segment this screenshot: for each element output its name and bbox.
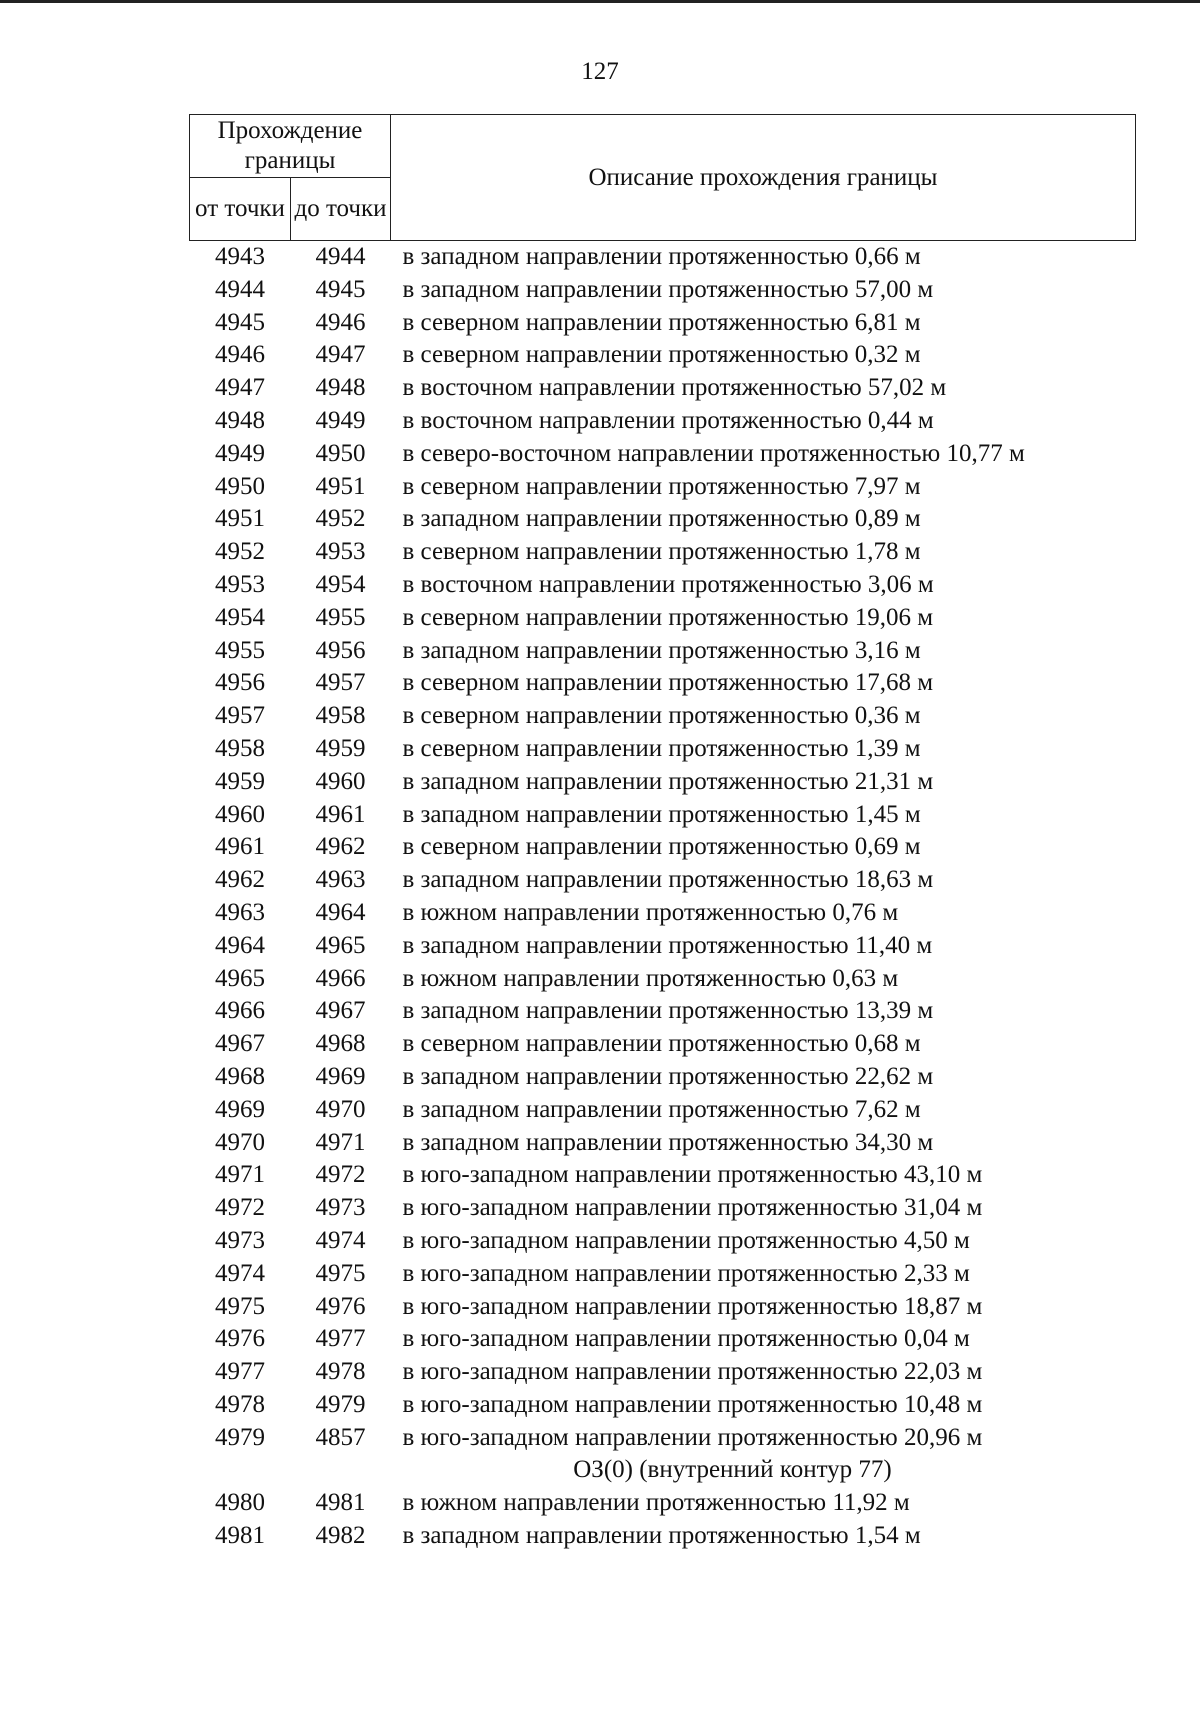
- from-point-cell: 4958: [215, 734, 265, 762]
- description-cell: в северном направлении протяженностью 1,39 м: [402, 734, 921, 762]
- table-row: [190, 963, 1136, 996]
- table-row: [190, 241, 1136, 274]
- to-point-cell: 4949: [315, 406, 366, 434]
- from-point-cell: 4970: [215, 1128, 265, 1156]
- table-row: [190, 339, 1136, 372]
- to-point-cell: 4969: [315, 1062, 366, 1090]
- description-cell: в западном направлении протяженностью 57,00 м: [402, 275, 934, 303]
- description-cell: в западном направлении протяженностью 1,54 м: [402, 1522, 921, 1550]
- from-point-cell: 4954: [215, 603, 265, 631]
- description-cell: в юго-западном направлении протяженностью 0,04 м: [402, 1325, 970, 1353]
- description-cell: в юго-западном направлении протяженностью 20,96 м: [402, 1423, 983, 1451]
- page-number: 127: [581, 58, 619, 85]
- description-cell: в западном направлении протяженностью 13,39 м: [402, 997, 934, 1025]
- description-cell: в юго-западном направлении протяженностью 31,04 м: [402, 1194, 983, 1222]
- to-point-cell: 4975: [315, 1259, 366, 1287]
- description-cell: в северном направлении протяженностью 0,36 м: [402, 702, 921, 730]
- to-point-cell: 4946: [315, 308, 366, 336]
- description-cell: в юго-западном направлении протяженностью 4,50 м: [402, 1226, 970, 1254]
- from-point-cell: 4946: [215, 341, 265, 369]
- description-cell: в юго-западном направлении протяженностью 10,48 м: [402, 1390, 983, 1418]
- table-row: [190, 307, 1136, 340]
- description-cell: в южном направлении протяженностью 0,63 м: [402, 964, 899, 992]
- page-top-edge: [0, 0, 1200, 3]
- table-row: [190, 1028, 1136, 1061]
- table-row: [190, 1422, 1136, 1455]
- from-point-cell: 4971: [215, 1161, 265, 1189]
- description-cell: в северном направлении протяженностью 19,06 м: [402, 603, 934, 631]
- from-point-cell: 4969: [215, 1095, 265, 1123]
- description-cell: в северном направлении протяженностью 17,68 м: [402, 669, 934, 697]
- table-row: [190, 1520, 1136, 1553]
- from-point-cell: 4951: [215, 505, 265, 533]
- from-point-cell: 4962: [215, 866, 265, 894]
- to-point-cell: 4959: [315, 734, 366, 762]
- to-point-cell: 4857: [315, 1423, 366, 1451]
- description-cell: в западном направлении протяженностью 22,62 м: [402, 1062, 934, 1090]
- description-cell: в восточном направлении протяженностью 0,44 м: [402, 406, 934, 434]
- from-point-cell: 4977: [215, 1358, 265, 1386]
- to-point-cell: 4963: [315, 866, 366, 894]
- to-point-cell: 4953: [315, 538, 366, 566]
- description-cell: в юго-западном направлении протяженностью 22,03 м: [402, 1358, 983, 1386]
- from-point-cell: 4952: [215, 538, 265, 566]
- description-cell: в северном направлении протяженностью 0,69 м: [402, 833, 921, 861]
- to-point-cell: 4967: [315, 997, 366, 1025]
- from-point-cell: 4975: [215, 1292, 265, 1320]
- table-row: [190, 1258, 1136, 1291]
- from-point-cell: 4943: [215, 243, 265, 270]
- table-row: [190, 1061, 1136, 1094]
- header-from-point: от точки: [190, 178, 291, 241]
- table-body: [190, 241, 1136, 1553]
- table-row: [190, 897, 1136, 930]
- to-point-cell: 4956: [315, 636, 366, 664]
- to-point-cell: 4970: [315, 1095, 366, 1123]
- description-cell: в западном направлении протяженностью 34,30 м: [402, 1128, 934, 1156]
- description-cell: в западном направлении протяженностью 0,66 м: [402, 243, 921, 270]
- description-cell: в юго-западном направлении протяженностью 43,10 м: [402, 1161, 983, 1189]
- table-row: [190, 733, 1136, 766]
- table-row: [190, 405, 1136, 438]
- table-row: [190, 635, 1136, 668]
- to-point-cell: 4950: [315, 439, 366, 467]
- to-point-cell: 4961: [315, 800, 366, 828]
- to-point-cell: 4968: [315, 1030, 366, 1058]
- description-cell: в северо-восточном направлении протяженностью 10,77 м: [402, 439, 1025, 467]
- from-point-cell: 4949: [215, 439, 265, 467]
- description-cell: в западном направлении протяженностью 0,89 м: [402, 505, 921, 533]
- from-point-cell: 4965: [215, 964, 265, 992]
- table-header: [190, 115, 1136, 241]
- from-point-cell: 4957: [215, 702, 265, 730]
- to-point-cell: 4965: [315, 931, 366, 959]
- table-row: [190, 1159, 1136, 1192]
- from-point-cell: 4963: [215, 898, 265, 926]
- description-cell: в восточном направлении протяженностью 57,02 м: [402, 374, 947, 402]
- to-point-cell: 4972: [315, 1161, 366, 1189]
- table-row: [190, 1323, 1136, 1356]
- table-row: [190, 930, 1136, 963]
- to-point-cell: 4945: [315, 275, 366, 303]
- from-point-cell: 4956: [215, 669, 265, 697]
- description-cell: в южном направлении протяженностью 0,76 м: [402, 898, 899, 926]
- from-point-cell: 4960: [215, 800, 265, 828]
- description-cell: в юго-западном направлении протяженностью 18,87 м: [402, 1292, 983, 1320]
- table-row: [190, 569, 1136, 602]
- to-point-cell: 4981: [315, 1489, 366, 1517]
- table-row: [190, 667, 1136, 700]
- description-cell: в северном направлении протяженностью 0,68 м: [402, 1030, 921, 1058]
- table-row: [190, 1225, 1136, 1258]
- to-point-cell: 4944: [315, 243, 366, 270]
- to-point-cell: 4966: [315, 964, 366, 992]
- from-point-cell: 4966: [215, 997, 265, 1025]
- table-row: [190, 799, 1136, 832]
- table-row: [190, 503, 1136, 536]
- description-cell: в северном направлении протяженностью 6,81 м: [402, 308, 921, 336]
- table-row: [190, 1094, 1136, 1127]
- description-cell: в южном направлении протяженностью 11,92 м: [402, 1489, 910, 1517]
- from-point-cell: 4980: [215, 1489, 265, 1517]
- description-cell: в западном направлении протяженностью 3,16 м: [402, 636, 921, 664]
- table-row: [190, 1487, 1136, 1520]
- from-point-cell: 4974: [215, 1259, 265, 1287]
- section-row: [190, 1454, 1136, 1487]
- to-point-cell: 4960: [315, 767, 366, 795]
- table-row: [190, 766, 1136, 799]
- header-boundary-passage: Прохождение границы: [190, 115, 391, 178]
- description-cell: в западном направлении протяженностью 21,31 м: [402, 767, 934, 795]
- from-point-cell: 4978: [215, 1390, 265, 1418]
- to-point-cell: 4955: [315, 603, 366, 631]
- description-cell: в западном направлении протяженностью 7,62 м: [402, 1095, 921, 1123]
- section-title: [190, 1454, 1136, 1487]
- table-row: [190, 1192, 1136, 1225]
- header-description: Описание прохождения границы: [391, 115, 1136, 241]
- to-point-cell: 4958: [315, 702, 366, 730]
- to-point-cell: 4948: [315, 374, 366, 402]
- from-point-cell: 4981: [215, 1522, 265, 1550]
- description-cell: в восточном направлении протяженностью 3,06 м: [402, 570, 934, 598]
- to-point-cell: 4974: [315, 1226, 366, 1254]
- to-point-cell: 4977: [315, 1325, 366, 1353]
- description-cell: в северном направлении протяженностью 0,32 м: [402, 341, 921, 369]
- table-row: [190, 602, 1136, 635]
- table-row: [190, 274, 1136, 307]
- table-row: [190, 471, 1136, 504]
- description-cell: в западном направлении протяженностью 11,40 м: [402, 931, 933, 959]
- description-cell: в западном направлении протяженностью 1,45 м: [402, 800, 921, 828]
- to-point-cell: 4964: [315, 898, 366, 926]
- to-point-cell: 4973: [315, 1194, 366, 1222]
- to-point-cell: 4971: [315, 1128, 366, 1156]
- from-point-cell: 4955: [215, 636, 265, 664]
- to-point-cell: 4957: [315, 669, 366, 697]
- table-row: [190, 831, 1136, 864]
- table-row: [190, 700, 1136, 733]
- from-point-cell: 4959: [215, 767, 265, 795]
- to-point-cell: 4978: [315, 1358, 366, 1386]
- from-point-cell: 4948: [215, 406, 265, 434]
- from-point-cell: 4972: [215, 1194, 265, 1222]
- table-row: [190, 1356, 1136, 1389]
- from-point-cell: 4973: [215, 1226, 265, 1254]
- to-point-cell: 4979: [315, 1390, 366, 1418]
- boundary-table: [189, 114, 1136, 1553]
- from-point-cell: 4964: [215, 931, 265, 959]
- table-row: [190, 536, 1136, 569]
- from-point-cell: 4961: [215, 833, 265, 861]
- to-point-cell: 4954: [315, 570, 366, 598]
- section-title-text: ОЗ(0) (внутренний контур 77): [573, 1456, 892, 1484]
- to-point-cell: 4962: [315, 833, 366, 861]
- table-row: [190, 372, 1136, 405]
- to-point-cell: 4952: [315, 505, 366, 533]
- from-point-cell: 4945: [215, 308, 265, 336]
- header-to-point: до точки: [291, 178, 391, 241]
- table-row: [190, 864, 1136, 897]
- from-point-cell: 4953: [215, 570, 265, 598]
- from-point-cell: 4950: [215, 472, 265, 500]
- from-point-cell: 4976: [215, 1325, 265, 1353]
- table-row: [190, 1291, 1136, 1324]
- description-cell: в западном направлении протяженностью 18,63 м: [402, 866, 934, 894]
- from-point-cell: 4968: [215, 1062, 265, 1090]
- description-cell: в северном направлении протяженностью 7,97 м: [402, 472, 921, 500]
- to-point-cell: 4951: [315, 472, 366, 500]
- to-point-cell: 4947: [315, 341, 366, 369]
- description-cell: в юго-западном направлении протяженностью 2,33 м: [402, 1259, 970, 1287]
- table-row: [190, 995, 1136, 1028]
- from-point-cell: 4947: [215, 374, 265, 402]
- to-point-cell: 4982: [315, 1522, 366, 1550]
- table-row: [190, 438, 1136, 471]
- table-row: [190, 1127, 1136, 1160]
- description-cell: в северном направлении протяженностью 1,78 м: [402, 538, 921, 566]
- table-row: [190, 1389, 1136, 1422]
- to-point-cell: 4976: [315, 1292, 366, 1320]
- from-point-cell: 4944: [215, 275, 265, 303]
- from-point-cell: 4967: [215, 1030, 265, 1058]
- from-point-cell: 4979: [215, 1423, 265, 1451]
